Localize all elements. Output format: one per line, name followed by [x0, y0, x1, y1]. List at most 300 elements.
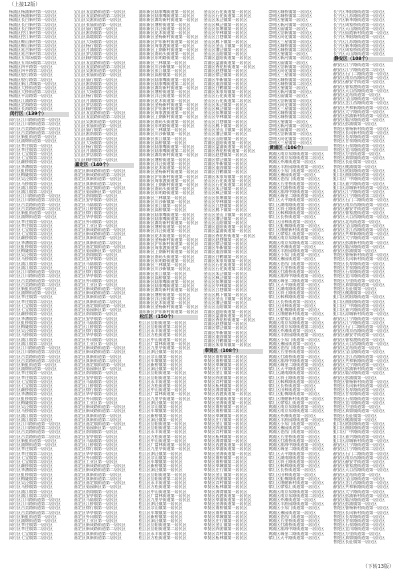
list-item: 黄浦区瑞金二路街道第一居民区	[268, 447, 325, 452]
list-item: 闵行区浦江镇第一居民区	[9, 489, 53, 494]
list-item: 松江区岳阳街道第二居民区	[138, 426, 187, 431]
list-item: 松江区永丰街道第一居民区	[138, 379, 187, 384]
list-item: 闵行区虹桥镇第一居民区	[9, 168, 53, 173]
list-item: 嘉定区马陆镇第一居民区	[73, 320, 118, 325]
list-item: 嘉定区嘉定镇街道第一居民区	[73, 422, 126, 426]
list-item: 静安区北站街道第一居民区	[333, 92, 382, 97]
list-item: 松江区洞泾镇第一居民区	[138, 367, 183, 372]
list-item: 闵行区马桥镇第一居民区	[9, 485, 53, 490]
list-item: 青浦区朱家角镇第一居民区	[203, 258, 252, 263]
list-item: 静安区彭浦新村街道第一居民区	[333, 493, 390, 498]
list-item: 奉贤区青村镇第一居民区	[203, 481, 248, 486]
list-item: 青浦区徐泾镇第一居民区	[203, 73, 248, 78]
list-item: 嘉定区菊园新区第一居民区	[73, 426, 122, 431]
list-item: 虹口区欧阳路街道第一居民区	[333, 295, 386, 300]
column-6	[333, 10, 393, 565]
list-item: 闵行区古美路街道第一居民区	[9, 278, 61, 283]
list-item: 嘉定区华亭镇第一居民区	[73, 451, 118, 456]
list-item: 闵行区马桥镇第一居民区	[9, 409, 53, 414]
list-item: 嘉定区江桥镇第一居民区	[73, 384, 118, 389]
list-item: 闵行区古美路街道第一居民区	[9, 354, 61, 359]
list-item: 杨浦区四平路第一居民区	[9, 64, 53, 69]
list-item: 闵行区浦锦街道第一居民区	[9, 443, 57, 448]
list-item: 嘉定区工业区第一居民区	[73, 341, 118, 346]
list-item: 嘉定区安亭镇第一居民区	[73, 316, 118, 321]
list-item: 静安区南京西路街道第一居民区	[333, 202, 390, 207]
list-item: 长宁区江苏路街道第一居民区	[333, 39, 386, 44]
list-item: 浦东新区川沙新镇第一居民区	[138, 267, 191, 272]
list-item: 闵行区莘庄镇第一居民区	[9, 371, 53, 376]
list-item: 浦东新区张江镇第一居民区	[138, 136, 187, 141]
list-item: 普陀区石泉路街道第一居民区	[333, 270, 386, 275]
list-item: 静安区宝山路街道第一居民区	[333, 223, 386, 228]
list-item: 宝山区月浦镇第一居民区	[73, 149, 118, 154]
column-2	[74, 10, 134, 565]
district-heading-label: 静安区（108个）	[334, 57, 371, 63]
list-item: 长宁区天山路街道第一居民区	[333, 26, 386, 31]
list-item: 宝山区庙行镇第一居民区	[73, 77, 118, 82]
list-item: 静安区南京西路街道第一居民区	[333, 329, 390, 334]
list-item: 闵行区江川路街道第一居民区	[9, 422, 61, 426]
list-item: 闵行区七宝镇第二居民区	[9, 308, 53, 313]
list-item: 闵行区七宝镇第一居民区	[9, 152, 53, 156]
list-item: 徐汇区虹梅路街道第一居民区	[268, 223, 321, 228]
list-item: 浦东新区南码头街道第一居民区	[138, 254, 195, 259]
list-item: 嘉定区华亭镇第一居民区	[73, 333, 118, 338]
list-item: 黄浦区小东门街道第一居民区	[268, 337, 321, 342]
list-item: 黄浦区半淞园路街道第一居民区	[268, 249, 325, 254]
list-item: 青浦区盈浦街道第一居民区	[203, 229, 252, 234]
list-item: 嘉定区南翔镇第一居民区	[73, 194, 118, 199]
list-item: 静安区曹家渡街道第一居民区	[333, 84, 386, 89]
list-item: 宝山区罗店镇第一居民区	[73, 153, 118, 158]
list-item: 杨浦区长白新村第二居民区	[9, 22, 57, 27]
list-item: 奉贤区南桥镇第一居民区	[203, 405, 248, 410]
list-item: 嘉定区马陆镇第一居民区	[73, 379, 118, 384]
list-item: 嘉定区菊园新区第一居民区	[73, 189, 122, 194]
list-item: 嘉定区外冈镇第一居民区	[73, 278, 118, 283]
list-item: 青浦区香花桥街道第一居民区	[203, 317, 256, 322]
list-item: 静安区南京西路街道第一居民区	[333, 455, 390, 460]
list-item: 奉贤区四团镇第一居民区	[203, 476, 248, 481]
district-heading-label: 松江区（150个）	[139, 314, 177, 320]
list-item: 浦东新区高桥镇第一居民区	[138, 208, 187, 213]
list-item: 金山区枫泾镇第一居民区	[203, 107, 248, 112]
list-item: 闵行区华漕镇第一居民区	[9, 468, 53, 473]
list-item: 杨浦区四平路第二居民区	[9, 69, 53, 74]
list-item: 长宁区江苏路街道第一居民区	[333, 14, 386, 19]
list-item: 杨浦区平凉路第一居民区	[9, 94, 53, 99]
list-item: 奉贤区海湾镇第一居民区	[203, 489, 248, 494]
list-item: 长宁区天山路街道第一居民区	[333, 52, 386, 57]
list-item: 嘉定区外冈镇第一居民区	[73, 337, 118, 342]
list-item: 闵行区新虹街道第一居民区	[9, 135, 57, 140]
list-item: 奉贤区金汇镇第一居民区	[203, 371, 248, 376]
list-item: 闵行区江川路街道第二居民区	[9, 274, 61, 279]
list-item: 金山区张堰镇第一居民区	[203, 111, 248, 116]
list-item: 金山区张堰镇第一居民区	[203, 280, 248, 284]
list-item: 嘉定区新成路街道第一居民区	[73, 523, 126, 528]
list-item: 松江区广富林街道第一居民区	[138, 392, 191, 397]
list-item: 黄浦区小东门街道第一居民区	[268, 422, 321, 426]
list-item: 静安区彭浦镇第一居民区	[333, 502, 378, 507]
list-item: 金山区亭林镇第一居民区	[203, 284, 248, 289]
list-item: 崇明区新河镇第一居民区	[268, 22, 313, 27]
list-item: 闵行区七宝镇第二居民区	[9, 232, 53, 237]
list-item: 普陀区甘泉路街道第一居民区	[333, 392, 386, 397]
list-item: 徐汇区天平路街道第一居民区	[268, 198, 321, 203]
list-item: 松江区岳阳街道第一居民区	[138, 472, 187, 477]
list-item: 静安区天目西路街道第一居民区	[333, 215, 390, 220]
list-item: 宝山区淞南镇第一居民区	[73, 132, 118, 137]
list-item: 松江区泗泾镇第一居民区	[138, 502, 183, 507]
list-item: 浦东新区洋泾街道第一居民区	[138, 26, 191, 31]
list-item: 普陀区万里街道第一居民区	[333, 152, 382, 156]
list-item: 浦东新区东明路街道第一居民区	[138, 123, 195, 128]
list-item: 浦东新区洋泾街道第一居民区	[138, 94, 191, 99]
list-item: 青浦区香花桥街道第一居民区	[203, 233, 256, 238]
list-item: 嘉定区马陆镇第一居民区	[73, 261, 118, 266]
list-item: 金山区石化街道第二居民区	[203, 98, 252, 103]
list-item: 金山区廊下镇第一居民区	[203, 39, 248, 44]
list-item: 青浦区赵巷镇第一居民区	[203, 237, 248, 242]
list-item: 静安区大宁路街道第一居民区	[333, 109, 386, 114]
list-item: 黄浦区打浦桥街道第一居民区	[268, 270, 321, 275]
list-item: 青浦区白鹤镇第一居民区	[203, 170, 248, 175]
list-item: 普陀区长征镇第一居民区	[333, 160, 378, 165]
list-item: 静安区江宁路街道第一居民区	[333, 316, 386, 321]
list-item: 青浦区白鹤镇第一居民区	[203, 85, 248, 90]
list-item: 浦东新区塘桥街道第一居民区	[138, 90, 191, 95]
list-item: 徐汇区湖南路街道第一居民区	[268, 287, 321, 291]
list-item: 宝山区张庙街道第一居民区	[73, 73, 122, 78]
list-item: 嘉定区马陆镇第一居民区	[73, 438, 118, 443]
list-item: 浦东新区上钢新村街道第一居民区	[138, 182, 199, 187]
list-item: 黄浦区南京东路街道第一居民区	[268, 489, 325, 494]
list-item: 浦东新区川沙新镇第一居民区	[138, 199, 191, 204]
list-item: 松江区永丰街道第一居民区	[138, 531, 187, 536]
continuation-top: （上接12版）	[9, 2, 41, 8]
list-item: 黄浦区南京东路街道第一居民区	[268, 320, 325, 325]
list-item: 松江区岳阳街道第一居民区	[138, 422, 187, 426]
list-item: 奉贤区柘林镇第一居民区	[203, 434, 248, 439]
list-item: 金山区山阳镇第一居民区	[203, 220, 248, 225]
list-item: 闵行区浦江镇第一居民区	[9, 185, 53, 190]
list-item: 奉贤区庄行镇第一居民区	[203, 468, 248, 473]
list-item: 闵行区江川路街道第二居民区	[9, 426, 61, 431]
list-item: 奉贤区柘林镇第一居民区	[203, 384, 248, 389]
district-heading	[333, 57, 393, 62]
list-item: 浦东新区花木街道第一居民区	[138, 31, 191, 36]
list-item: 静安区江宁路街道第一居民区	[333, 443, 386, 448]
list-item: 松江区方松街道第一居民区	[138, 535, 187, 540]
list-item: 长宁区仙霞新村街道第一居民区	[333, 31, 390, 36]
list-item: 嘉定区真新街道第二居民区	[73, 358, 122, 363]
list-item: 普陀区真如镇街道第一居民区	[333, 535, 386, 540]
list-item: 静安区大宁路街道第一居民区	[333, 489, 386, 494]
list-item: 奉贤区南桥镇第二居民区	[203, 358, 248, 363]
list-item: 嘉定区江桥镇第一居民区	[73, 206, 118, 211]
list-item: 浦东新区洋泾街道第一居民区	[138, 161, 191, 166]
list-item: 浦东新区陆家嘴街道第二居民区	[138, 216, 195, 221]
list-item: 奉贤区西渡街道第一居民区	[203, 493, 252, 498]
list-item: 奉贤区奉城镇第一居民区	[203, 362, 248, 367]
list-item: 静安区彭浦新村街道第一居民区	[333, 114, 390, 119]
list-item: 金山区亭林镇第一居民区	[203, 115, 248, 120]
list-item: 虹口区凉城新村街道第一居民区	[333, 312, 390, 317]
list-item: 黄浦区小东门街道第一居民区	[268, 506, 321, 511]
list-item: 普陀区真如镇街道第一居民区	[333, 409, 386, 414]
list-item: 普陀区曹杨新村街道第一居民区	[333, 126, 390, 131]
list-item: 松江区永丰街道第一居民区	[138, 481, 187, 486]
list-item: 徐汇区徐家汇街道第一居民区	[268, 232, 321, 237]
list-item: 静安区共和新路街道第一居民区	[333, 232, 390, 237]
list-item: 奉贤区柘林镇第一居民区	[203, 535, 248, 540]
list-item: 普陀区长风新村街道第一居民区	[333, 130, 390, 135]
list-item: 松江区广富林街道第一居民区	[138, 341, 191, 346]
list-item: 徐汇区徐家汇街道第一居民区	[268, 485, 321, 490]
list-item: 金山区漕泾镇第一居民区	[203, 301, 248, 306]
list-item: 黄浦区瑞金二路街道第一居民区	[268, 278, 325, 283]
list-item: 嘉定区安亭镇第一居民区	[73, 375, 118, 380]
list-item: 黄浦区老西门街道第一居民区	[268, 430, 321, 435]
list-item: 嘉定区真新街道第二居民区	[73, 299, 122, 304]
list-item: 奉贤区青村镇第一居民区	[203, 531, 248, 536]
list-item: 宝山区友谊路街道第一居民区	[73, 10, 126, 14]
list-item: 闵行区七宝镇第一居民区	[9, 303, 53, 308]
list-item: 嘉定区南翔镇第一居民区	[73, 430, 118, 435]
list-item: 普陀区长风新村街道第一居民区	[333, 384, 390, 389]
list-item: 浦东新区金杨新村街道第一居民区	[138, 102, 199, 107]
list-item: 徐汇区斜土路街道第一居民区	[268, 291, 321, 296]
district-heading-label: 闵行区（139个）	[10, 112, 47, 118]
list-item: 普陀区甘泉路街道第一居民区	[333, 139, 386, 144]
list-item: 浦东新区塘桥街道第一居民区	[138, 157, 191, 162]
list-item: 徐汇区虹梅路街道第一居民区	[268, 392, 321, 397]
list-item: 闵行区江川路街道第一居民区	[9, 270, 61, 275]
list-item: 闵行区莘庄镇第一居民区	[9, 523, 53, 528]
list-item: 松江区广富林街道第一居民区	[138, 493, 191, 498]
list-item: 普陀区宜川路街道第一居民区	[333, 147, 386, 152]
list-item: 崇明区城桥镇第二居民区	[268, 81, 313, 86]
list-item: 闵行区华漕镇第一居民区	[9, 392, 53, 397]
list-item: 浦东新区金杨新村街道第一居民区	[138, 305, 199, 310]
list-item: 静安区天目西路街道第一居民区	[333, 341, 390, 346]
list-item: 嘉定区安亭镇第一居民区	[73, 257, 118, 262]
list-item: 浦东新区陆家嘴街道第二居民区	[138, 14, 195, 19]
list-item: 闵行区七宝镇第一居民区	[9, 455, 53, 460]
list-item: 静安区共和新路街道第一居民区	[333, 105, 390, 110]
list-item: 金山区张堰镇第一居民区	[203, 195, 248, 200]
list-item: 青浦区盈浦街道第一居民区	[203, 145, 252, 149]
column-1	[9, 10, 69, 565]
list-item: 浦东新区塘桥街道第一居民区	[138, 292, 191, 297]
list-item: 奉贤区奉浦街道第一居民区	[203, 447, 252, 452]
list-item: 崇明区庙镇第一居民区	[268, 60, 309, 65]
list-item: 静安区大宁路街道第一居民区	[333, 362, 386, 367]
list-item: 普陀区真如镇街道第一居民区	[333, 282, 386, 287]
list-item: 徐汇区斜土路街道第一居民区	[268, 206, 321, 211]
list-item: 徐汇区长桥街道第一居民区	[268, 215, 317, 220]
list-item: 静安区芷江西路街道第一居民区	[333, 481, 390, 486]
list-item: 黄浦区南京东路街道第二居民区	[268, 156, 325, 161]
list-item: 金山区漕泾镇第一居民区	[203, 132, 248, 137]
list-item: 奉贤区海湾镇第一居民区	[203, 388, 248, 393]
list-item: 浦东新区金杨新村街道第一居民区	[138, 170, 199, 175]
list-item: 崇明区城桥镇第一居民区	[268, 111, 313, 116]
list-item: 嘉定区新成路街道第二居民区	[73, 291, 126, 296]
list-item: 青浦区夏阳街道第一居民区	[203, 56, 252, 61]
list-item: 闵行区浦锦街道第一居民区	[9, 367, 57, 372]
list-item: 浦东新区周家渡街道第一居民区	[138, 246, 195, 251]
list-item: 崇明区城桥镇第二居民区	[268, 14, 313, 19]
list-item: 闵行区莘庄镇第二居民区	[9, 451, 53, 456]
list-item: 奉贤区金海街道第一居民区	[203, 451, 252, 456]
continuation-bottom: （下转13版）	[362, 564, 394, 570]
list-item: 嘉定区真新街道第一居民区	[73, 354, 122, 359]
list-item: 宝山区罗店镇第一居民区	[73, 52, 118, 57]
list-item: 普陀区桃浦镇第一居民区	[333, 417, 378, 422]
list-item: 宝山区杨行镇第一居民区	[73, 94, 118, 99]
list-item: 闵行区江川路街道第一居民区	[9, 346, 61, 351]
list-item: 徐汇区田林街道第一居民区	[268, 303, 317, 308]
list-item: 金山区吕巷镇第一居民区	[203, 119, 248, 124]
list-item: 宝山区高境镇第一居民区	[73, 35, 118, 40]
list-item: 浦东新区塘桥街道第一居民区	[138, 225, 191, 230]
list-item: 嘉定区新成路街道第二居民区	[73, 232, 126, 237]
list-item: 普陀区长征镇第一居民区	[333, 540, 378, 545]
list-item: 静安区石门二路街道第一居民区	[333, 451, 390, 456]
list-item: 闵行区新虹街道第一居民区	[9, 438, 57, 443]
list-item: 嘉定区江桥镇第一居民区	[73, 502, 118, 507]
list-item: 浦东新区沪东新村街道第一居民区	[138, 174, 199, 179]
list-item: 黄浦区淮海中路街道第一居民区	[268, 527, 325, 532]
list-item: 青浦区重固镇第一居民区	[203, 334, 248, 339]
list-item: 嘉定区外冈镇第一居民区	[73, 455, 118, 460]
list-item: 普陀区长征镇第一居民区	[333, 413, 378, 418]
list-item: 嘉定区南翔镇第一居民区	[73, 253, 118, 258]
list-item: 宝山区杨行镇第一居民区	[73, 43, 118, 48]
list-item: 崇明区堡镇第一居民区	[268, 85, 309, 90]
list-item: 金山区山阳镇第一居民区	[203, 136, 248, 141]
list-item: 嘉定区嘉定镇街道第一居民区	[73, 481, 126, 486]
list-item: 闵行区吴泾镇第一居民区	[9, 329, 53, 334]
list-item: 静安区江宁路街道第一居民区	[333, 63, 386, 68]
list-item: 宝山区高境镇第一居民区	[73, 85, 118, 90]
list-item: 徐汇区田林街道第一居民区	[268, 472, 317, 477]
list-item: 静安区共和新路街道第一居民区	[333, 485, 390, 490]
list-item: 闵行区古美路街道第二居民区	[9, 282, 61, 287]
list-item: 黄浦区五里桥街道第一居民区	[268, 265, 321, 270]
list-item: 嘉定区菊园新区第一居民区	[73, 249, 122, 254]
list-item: 闵行区华漕镇第一居民区	[9, 240, 53, 245]
list-item: 黄浦区外滩街道第一居民区	[268, 413, 317, 418]
list-item: 静安区临汾路街道第一居民区	[333, 497, 386, 502]
list-item: 黄浦区豫园街道第一居民区	[268, 510, 317, 515]
list-item: 长宁区周家桥街道第一居民区	[333, 22, 386, 27]
list-item: 松江区九里亭街道第一居民区	[138, 396, 191, 401]
list-item: 奉贤区四团镇第一居民区	[203, 527, 248, 532]
list-item: 嘉定区徐行镇第一居民区	[73, 329, 118, 334]
list-item: 崇明区三星镇第一居民区	[268, 107, 313, 112]
list-item: 闵行区江川路街道第一居民区	[9, 118, 61, 123]
list-item: 闵行区新虹街道第一居民区	[9, 362, 57, 367]
list-item: 闵行区梅陇镇第一居民区	[9, 324, 53, 329]
list-item: 黄浦区老西门街道第一居民区	[268, 261, 321, 266]
list-item: 宝山区顾村镇第一居民区	[73, 107, 118, 112]
list-item: 嘉定区真新街道第二居民区	[73, 535, 122, 540]
list-item: 青浦区白鹤镇第一居民区	[203, 339, 248, 344]
list-item: 浦东新区陆家嘴街道第一居民区	[138, 280, 195, 284]
list-item: 徐汇区天平路街道第一居民区	[268, 367, 321, 372]
list-item: 普陀区万里街道第一居民区	[333, 278, 382, 283]
list-item: 青浦区华新镇第一居民区	[203, 246, 248, 251]
list-item: 松江区岳阳街道第二居民区	[138, 527, 187, 532]
list-item: 宝山区张庙街道第一居民区	[73, 123, 122, 128]
list-item: 普陀区长寿路街道第一居民区	[333, 388, 386, 393]
list-item: 虹口区欧阳路街道第一居民区	[333, 422, 386, 426]
list-item: 嘉定区真新街道第二居民区	[73, 417, 122, 422]
list-item: 闵行区七宝镇第二居民区	[9, 535, 53, 540]
list-item: 松江区新桥镇第一居民区	[138, 514, 183, 519]
list-item: 金山区金山卫镇第一居民区	[203, 43, 252, 48]
list-item: 普陀区桃浦镇第一居民区	[333, 164, 378, 169]
list-item: 奉贤区南桥镇第一居民区	[203, 354, 248, 359]
list-item: 嘉定区徐行镇第一居民区	[73, 270, 118, 275]
list-item: 金山区廊下镇第一居民区	[203, 208, 248, 213]
list-item: 浦东新区张江镇第一居民区	[138, 69, 187, 74]
list-item: 普陀区曹杨新村街道第一居民区	[333, 379, 390, 384]
list-item: 徐汇区虹梅路街道第一居民区	[268, 476, 321, 481]
list-item: 徐汇区斜土路街道第一居民区	[268, 375, 321, 380]
list-item: 奉贤区金海街道第一居民区	[203, 400, 252, 405]
list-item: 杨浦区大桥街道第二居民区	[9, 90, 57, 95]
list-item: 静安区大宁路街道第一居民区	[333, 236, 386, 241]
list-item: 杨浦区杨浦新村第一居民区	[9, 10, 57, 14]
list-item: 静安区江宁路街道第二居民区	[333, 194, 386, 199]
list-item: 闵行区古美路街道第一居民区	[9, 430, 61, 435]
list-item: 黄浦区老西门街道第一居民区	[268, 177, 321, 182]
district-heading	[268, 146, 328, 151]
list-item: 松江区中山街道第一居民区	[138, 489, 187, 494]
list-item: 宝山区友谊路街道第一居民区	[73, 60, 126, 65]
list-item: 青浦区夏阳街道第一居民区	[203, 140, 252, 145]
list-item: 嘉定区新成路街道第二居民区	[73, 409, 126, 414]
list-item: 宝山区庙行镇第一居民区	[73, 26, 118, 31]
list-item: 嘉定区工业区第一居民区	[73, 459, 118, 464]
list-item: 宝山区吴淞街道第一居民区	[73, 18, 122, 23]
column-3	[139, 10, 199, 565]
list-item: 嘉定区徐行镇第一居民区	[73, 447, 118, 452]
list-item: 闵行区浦锦街道第一居民区	[9, 215, 57, 220]
list-item: 徐汇区长桥街道第一居民区	[268, 468, 317, 473]
list-item: 金山区山阳镇第一居民区	[203, 305, 248, 310]
list-item: 长宁区新华路街道第一居民区	[333, 18, 386, 23]
list-item: 浦东新区沪东新村街道第一居民区	[138, 39, 199, 44]
list-item: 徐汇区康健新村街道第一居民区	[268, 396, 325, 401]
list-item: 黄浦区五里桥街道第一居民区	[268, 181, 321, 186]
list-item: 闵行区江川路街道第一居民区	[9, 194, 61, 199]
list-item: 松江区泗泾镇第一居民区	[138, 350, 183, 355]
list-item: 松江区泗泾镇第一居民区	[138, 451, 183, 456]
list-item: 静安区宝山路街道第一居民区	[333, 350, 386, 355]
list-item: 金山区枫泾镇第一居民区	[203, 191, 248, 196]
list-item: 杨浦区江浦路第一居民区	[9, 98, 53, 103]
list-item: 嘉定区江桥镇第一居民区	[73, 265, 118, 270]
list-item: 嘉定区真新街道第二居民区	[73, 240, 122, 245]
district-heading-label: 奉贤区（108个）	[204, 348, 241, 354]
list-item: 宝山区罗店镇第一居民区	[73, 102, 118, 107]
